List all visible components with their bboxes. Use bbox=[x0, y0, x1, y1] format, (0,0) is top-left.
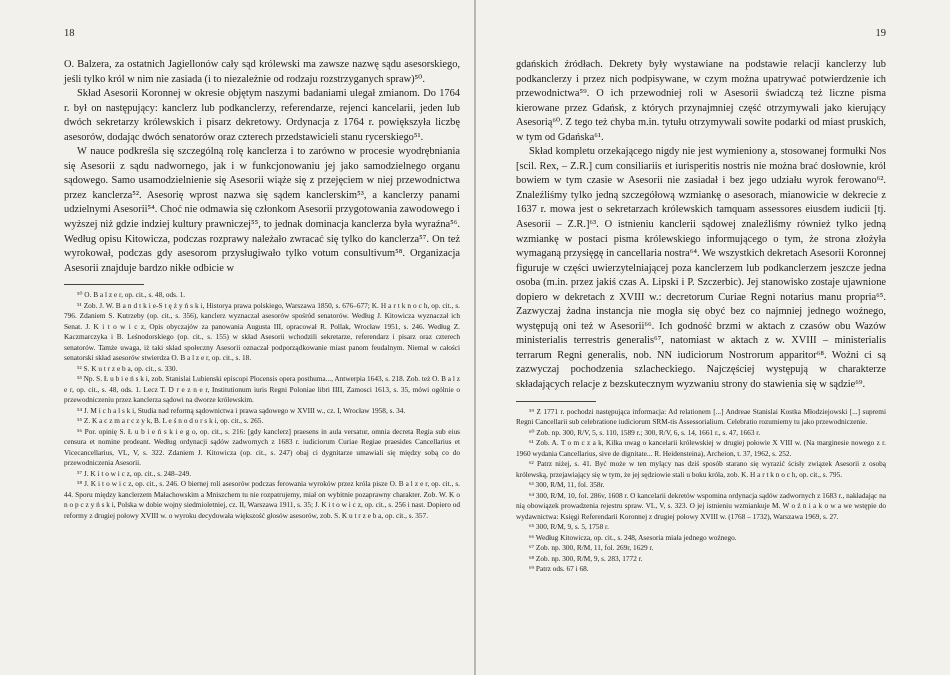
footnote: ⁶⁵ 300, R/M, 9, s. 5, 1758 r. bbox=[529, 522, 609, 532]
footnote: ⁶² Patrz niżej, s. 41. Być może w ten mylący nas dziś sposób starano się wyrazić ścisły związek Asesorii z osobą królewską, przejawiający się w tym, że jej sędziowie stali u boku króla, zob. K. H a r t k n o c h, op. cit., s. 795. bbox=[516, 459, 886, 479]
left-page bbox=[0, 0, 474, 675]
footnote: ⁶³ 300, R/M, 11, fol. 358r. bbox=[529, 480, 605, 490]
footnote: ⁶¹ Zob. A. T o m c z a k, Kilka uwag o kancelarii królewskiej w drugiej połowie X VIII w. (Na marginesie nowego z r. 1960 wydania Cancellarius, sive de dignitate... R. Heidensteina), Archeion, t. 37, 1962, s. 252. bbox=[516, 438, 886, 458]
paragraph: gdańskich źródłach. Dekrety były wystawiane na podstawie relacji kanclerzy lub podkanclerzy i przez nich podpisywane, w czym można upatrywać potwierdzenie ich przewodnictwa⁵⁹. O ich przewodniej roli w Asesorii świadczą też liczne pisma kierowane przez Gdańsk, z których przynajmniej część otrzymywali jako kierujący Asesorią⁶⁰. Z tego też chyba m.in. tytułu otrzymywali sowite podarki od miast pruskich, w tym od Gdańska⁶¹. bbox=[516, 59, 886, 143]
paragraph: Skład Asesorii Koronnej w okresie objętym naszymi badaniami ulegał zmianom. Do 1764 r. był on następujący: kanclerz lub podkanclerzy, referendarze, rejenci kancelarii, jeden lub dwóch sekretarzy królewskich i pisarz dekretowy. Ordynacja z 1764 r. powiększyła liczbę asesorów, dodając dwóch senatorów oraz czterech przedstawicieli stanu rycerskiego⁵¹. bbox=[64, 88, 460, 143]
footnote: ⁵² S. K u t r z e b a, op. cit., s. 330. bbox=[77, 363, 178, 373]
paragraph: W nauce podkreśla się szczególną rolę kanclerza i to zarówno w procesie wyodrębniania się Asesorii z sądu nadwornego, jak i w funkcjonowaniu jej jako samodzielnego organu sądowego. Samo usamodzielnienie się Asesorii wiąże się z przejęciem w niej przewodnictwa przez kanclerza⁵². Asesorię wprost nazwa się sądem kanclerskim⁵³, a kanclerzy panami udzielnymi Asesorii⁵⁴. Choć nie odmawia się członkom Asesorii przygotowania zawodowego i wyższej niż gdzie indziej kultury prawniczej⁵⁵, to jednak dominacja kanclerza była wyraźna⁵⁶. Według opisu Kitowicza, podczas rozprawy należało zwracać się tylko do kanclerza⁵⁷. On też wyrokował, podczas gdy asesorom przysługiwało tylko votum consultivum⁵⁸. Organizacja Asesorii znajduje bardzo nikłe odbicie w bbox=[64, 146, 460, 274]
footnote: ⁶⁷ Zob. np. 300, R/M, 11, fol. 269r, 1629 r. bbox=[529, 543, 654, 553]
footnotes bbox=[64, 290, 460, 521]
footnote: ⁶⁹ Patrz ods. 67 i 68. bbox=[529, 564, 589, 574]
footnote: ⁶⁰ Zob. np. 300, R/V, 5, s. 110, 1589 r.; 300, R/V, 6, s. 14, 1661 r., s. 47, 1663 r. bbox=[529, 427, 761, 437]
footnotes bbox=[516, 407, 886, 575]
footnote: ⁵⁷ J. K i t o w i c z, op. cit., s. 248–249. bbox=[77, 468, 192, 478]
footnote: ⁵⁸ J. K i t o w i c z, op. cit., s. 246. O biernej roli asesorów podczas ferowania wyroków przez króla pisze O. B a l z e r, op. cit., s. 44. Sporu między kanclerzem Małachowskim a Mniszchem tu nie rozpatrujemy, miał on wybitnie pozaprawny charakter. Zob. W. K o n o p c z y ń s k i, Polska w dobie wojny siedmioletniej, cz. II, Warszawa 1911, s. 35; J. K i t o w i c z, op. cit., s. 256 i nast. Dopiero od reformy z drugiej połowy XVIII w. o wyroku decydowała większość głosów asesorów, zob. S. K u t r z e b a, op. cit., s. 357. bbox=[64, 479, 460, 520]
footnote: ⁶⁸ Zob. np. 300, R/M, 9, s. 283, 1772 r. bbox=[529, 553, 643, 563]
footnote: ⁵⁶ Por. opinię S. Ł u b i e ń s k i e g o, op. cit., s. 216: [gdy kanclerz] praesens in aula versatur, omnia decreta Regia sub eius censura et nomine prodeant. Według ordynacji sądów zadwornych z 1683 r. iudiciorum Curiae Regiae praesides Cancellarius et Vicecancellarius, VL, V, s. 322. Zdaniem J. Kitowicza (op. cit., s. 247) obaj ci dygnitarze umawiali się między sobą co do przewodniczenia Asesorii. bbox=[64, 426, 460, 468]
right-page bbox=[476, 0, 950, 675]
footnote: ⁵⁵ Z. K a c z m a r c z y k, B. L e ś n o d o r s k i, op. cit., s. 265. bbox=[77, 416, 264, 426]
footnote: ⁵⁴ J. M i c h a l s k i, Studia nad reformą sądownictwa i prawa sądowego w XVIII w., cz. I, Wrocław 1958, s. 34. bbox=[77, 405, 406, 415]
footnote-separator bbox=[64, 284, 144, 285]
footnote: ⁵⁹ Z 1771 r. pochodzi następująca informacja: Ad relationem [...] Andreae Stanislai Kostka Młodziejowski [...] supremi Regni Cancellarii sub celebratione iudiciorum SRM-tis Assessorialium. Celebratio rozumiemy tu jako przewodniczenie. bbox=[516, 406, 886, 427]
main-text bbox=[516, 58, 886, 393]
footnote: ⁶⁶ Według Kitowicza, op. cit., s. 248, Asesoria miała jednego woźnego. bbox=[529, 532, 737, 542]
page-number: 19 bbox=[875, 28, 886, 39]
page-number: 18 bbox=[64, 28, 75, 39]
footnote: ⁵¹ Zob. J. W. B a n d t k i e-S t ę ż y ń s k i, Historya prawa polskiego, Warszawa 1850, s. 676–677; K. H a r t k n o c h, op. cit., s. 796. Zdaniem S. Kutrzeby (op. cit., s. 356), kanclerz wyznaczał asesorów spośród senatorów. Według J. Kitowicza wyznaczał ich Senat. J. K i t o w i c z, Opis obyczajów za panowania Augusta III, opracował R. Pollak, Wrocław 1951, s. 246. Według Z. Kaczmarczyka i B. Leśnodorskiego (op. cit., s. 155) w skład Asesorii wchodzili sekretarze, referendarz i pisarz oraz czterech senatorów. Tamże uwaga, iż taki skład społeczny Asesorii oznaczał podporządkowanie miast panom feudalnym. Niemal w całości senatorski skład asesorów stwierdza O. B a l z e r, op. cit., s. 18. bbox=[64, 300, 460, 363]
footnote: ⁵³ Np. S. Ł u b i e ń s k i, zob. Stanislai Lubienski episcopi Plocensis opera posthuma..., Antwerpia 1643, s. 218. Zob. też O. B a l z e r, op. cit., s. 48, ods. 1. Lecz T. D r e z n e r, Institutionum iuris Regni Poloniae libri IIII, Zamosci 1613, s. 35, mówi ogólnie o przewodniczeniu przez kanclerza sądowi na dworze królewskim. bbox=[64, 374, 460, 405]
main-text bbox=[64, 58, 460, 276]
footnote: ⁵⁰ O. B a l z e r, op. cit., s. 48, ods. 1. bbox=[77, 290, 186, 300]
paragraph: Skład kompletu orzekającego nigdy nie jest wymieniony a, stosowanej formułki Nos [scil. Rex, – Z.R.] cum consiliariis et iurisperitis nostris nie można brać dosłownie, król bowiem w tym czasie w Asesorii nie zasiadał i bez jego udziału wyrok ferowano⁶². Znaleźliśmy tylko jedną szczegółową wzmiankę o asesorach, mianowicie w dekrecie z 1637 r. mowa jest o sekretarzach królewskich tamquam assessores eiusdem iudicii [tj. Asesorii – Z.R.]⁶³. O istnieniu kanclerii sądowej znaleźliśmy również tylko jedną wzmiankę w postaci pisma królewskiego informującego o tym, że strona złożyła wymaganą przysięgę in cancellaria nostra⁶⁴. We wszystkich dekretach Asesorii Koronnej figuruje w części uwierzytelniającej poza kanclerzem lub podkanclerzem jeszcze jedna osoba (m.in. przez jakiś czas A. Lipski i P. Szczerbic). Jej stanowisko zostaje ujawnione dopiero w dekretach z XVIII w.: decretorum Curiae Regni notarius manu propria⁶⁵. Zazwyczaj żadna instancja nie mogła się obyć bez co najmniej jednego woźnego, występują oni też w Asesorii⁶⁶. Ich godność brzmi w aktach z czasów obu Wazów ministerialis terrestris generalis⁶⁷, natomiast w aktach z w. XVIII – ministerialis terrarum Regni generalis, nob. NN iudiciorum Nostrorum apparitor⁶⁸. Woźni ci są zazwyczaj pochodzenia szlacheckiego. Najczęściej występują w charakterze składających relacje z bezskutecznym wyzwaniu strony do stawienia się w sądzie⁶⁹. bbox=[516, 146, 886, 391]
footnote: ⁶⁴ 300, R/M, 10, fol. 286v, 1608 r. O kancelarii dekretów wspomina ordynacja sądów zadwornych z 1683 r., nakładając na nią obowiązek prowadzenia rejestru spraw. VL, V, s. 323. O jej istnieniu wzmiankuje M. W o ź n i a k o w a we wstępie do wydawnictwa: Księgi Referendarii Koronnej z drugiej połowy XVIII w. (1768 – 1732), Warszawa 1969, s. 27. bbox=[516, 490, 887, 521]
footnote-separator bbox=[516, 401, 596, 402]
paragraph: O. Balzera, za ostatnich Jagiellonów cały sąd królewski ma zawsze nazwę sądu asesorskiego, jeśli tylko król w nim nie zasiada (i to niezależnie od rodzaju rozstrzyganych spraw)⁵⁰. bbox=[64, 59, 460, 85]
